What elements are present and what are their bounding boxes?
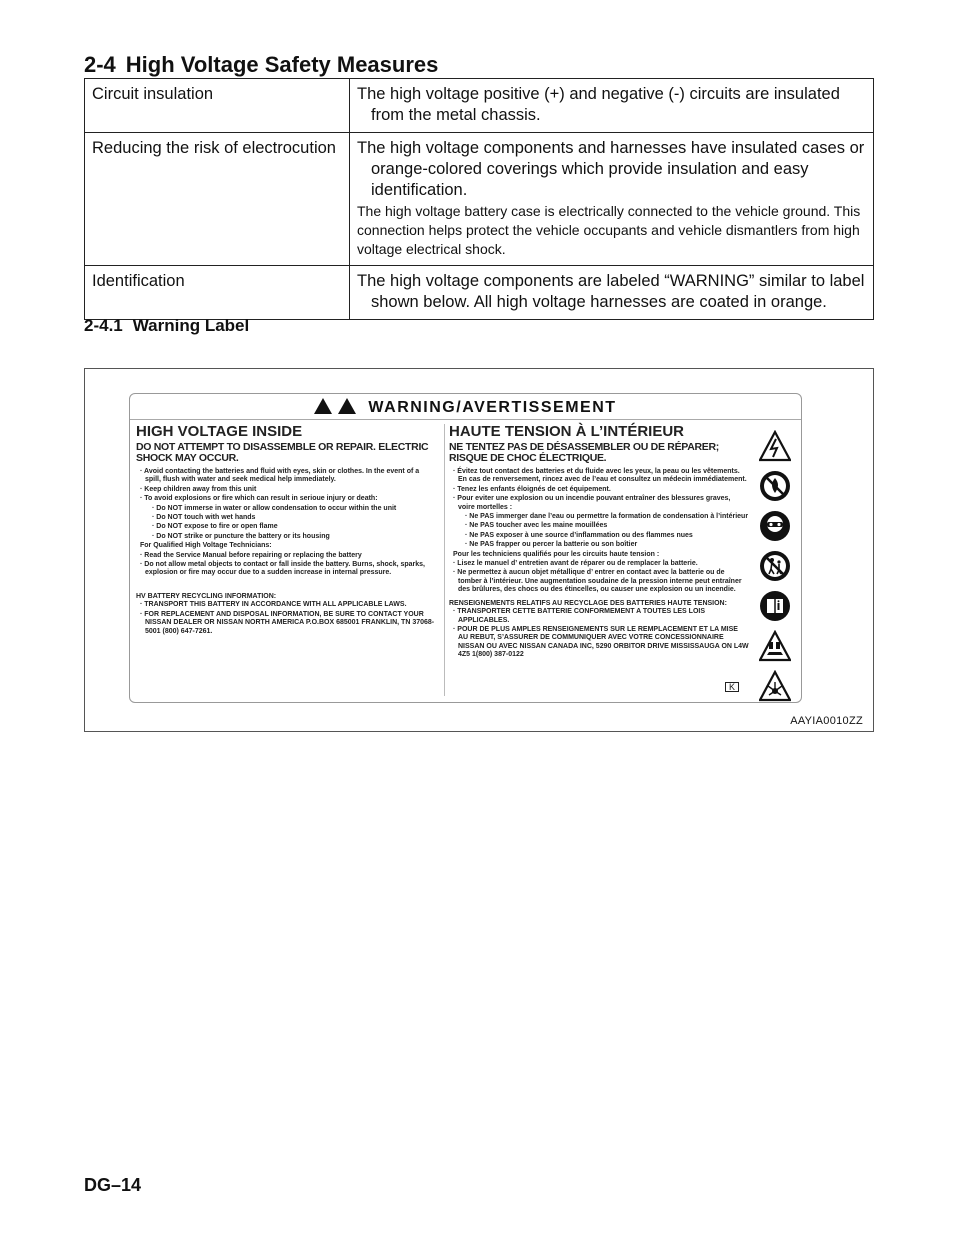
list-item: · Ne PAS immerger dane l’eau ou permettre la formation de condensation à l’intérieur [465,513,749,521]
eye-protection-icon [759,510,791,542]
row-text: The high voltage components and harnesses have insulated cases or orange-colored coverings which provide insulation and easy identification. [357,139,865,199]
en-warning-list [136,468,436,541]
english-column [136,424,436,637]
list-item: · Do not allow metal objects to contact or fall inside the battery. Burns, shock, sparks, explosion or fire may occur due to a sudden increase in internal pressure. [140,561,425,577]
list-item: · Ne PAS frapper ou percer la batterie ou son boîtier [465,541,638,549]
fr-warning-list [449,468,749,550]
fr-title: HAUTE TENSION À L’INTÉRIEUR [449,423,685,440]
en-recycling-title: HV BATTERY RECYCLING INFORMATION: [136,592,277,600]
subsection-number: 2-4.1 [84,316,123,335]
table-row [85,266,874,320]
list-item: · TRANSPORTER CETTE BATTERIE CONFORMEMENT A TOUTES LES LOIS APPLICABLES. [453,608,706,624]
read-manual-icon [759,590,791,622]
en-qualified-heading: For Qualified High Voltage Technicians: [140,542,272,550]
warning-banner [130,398,801,420]
row-description [350,133,874,266]
row-label: Reducing the risk of electrocution [85,133,350,266]
list-item: · Pour eviter une explosion ou un incendie pouvant entraîner des blessures graves, voire mortelles : [453,495,731,511]
list-item: · Ne PAS toucher avec les maine mouillées [465,522,608,530]
caution-icon [338,398,356,414]
fr-recycling-list [449,608,749,659]
en-subtitle: DO NOT ATTEMPT TO DISASSEMBLE OR REPAIR. ELECTRIC SHOCK MAY OCCUR. [136,441,429,464]
list-item: · Lisez le manuel d’ entretien avant de réparer ou de remplacer la batterie. [453,560,698,568]
row-description [350,79,874,133]
table-row [85,79,874,133]
safety-measures-table [84,78,874,320]
list-item: · FOR REPLACEMENT AND DISPOSAL INFORMATION, BE SURE TO CONTACT YOUR NISSAN DEALER OR NISSAN NORTH AMERICA P.O.BOX 685001 FRANKLIN, TN 37068-5001 (800) 647-7261. [140,610,435,635]
section-title: High Voltage Safety Measures [125,52,439,77]
keep-children-away-icon [759,550,791,582]
high-voltage-icon [759,430,791,462]
list-item: · Ne permettez à aucun objet métallique d’ entrer en contact avec la batterie ou de tomber à l’intérieur. Une augmentation soudaine de la pression interne peut entraîner des brûlures, des chocs ou des étincelles, ou causer une explosion ou un incendie. [453,569,742,594]
row-note: The high voltage battery case is electrically connected to the vehicle ground. This connection helps protect the vehicle occupants and vehicle dismantlers from high voltage electrical shock. [357,203,861,257]
section-number: 2-4 [84,52,116,77]
list-item: · Keep children away from this unit [140,485,257,493]
k-mark: K [725,682,739,692]
french-column [444,424,749,696]
list-item: · Ne PAS exposer à une source d’inflammation ou des flammes nues [465,531,693,539]
shock-warning-icon [314,398,332,414]
list-item: · Évitez tout contact des batteries et du fluide avec les yeux, la peau ou les vêtements. En cas de renversement, rincez avec de l’eau et consultez un médecin immédiatement. [453,468,747,484]
list-item: · Do NOT expose to fire or open flame [152,523,278,531]
list-item: · TRANSPORT THIS BATTERY IN ACCORDANCE WITH ALL APPLICABLE LAWS. [140,601,407,609]
en-recycling-list [136,601,436,636]
list-item: · Avoid contacting the batteries and fluid with eyes, skin or clothes. In the event of a spill, flush with water and seek medical help immediately. [140,468,420,484]
figure-id: AAYIA0010ZZ [790,715,863,727]
fr-technician-list [449,560,749,595]
banner-divider [130,419,801,420]
banner-text: WARNING/AVERTISSEMENT [368,399,617,416]
list-item: · Do NOT strike or puncture the battery or its housing [152,532,330,540]
list-item: · Tenez les enfants éloignés de cet équipement. [453,485,611,493]
page-number: DG–14 [84,1175,142,1195]
row-text: The high voltage components are labeled “WARNING” similar to label shown below. All high voltage harnesses are coated in orange. [357,272,865,311]
table-row [85,133,874,266]
subsection-heading [84,316,249,336]
row-label: Identification [85,266,350,320]
row-description [350,266,874,320]
section-heading [84,52,438,78]
row-label: Circuit insulation [85,79,350,133]
warning-label [129,393,802,703]
pictogram-column [759,430,793,710]
subsection-title: Warning Label [132,316,250,335]
list-item: · Do NOT immerse in water or allow condensation to occur within the unit [152,504,397,512]
corrosive-icon [759,630,791,662]
no-open-flame-icon [759,470,791,502]
explosive-icon [759,670,791,702]
row-text: The high voltage positive (+) and negative (-) circuits are insulated from the metal chassis. [357,85,840,124]
fr-subtitle: NE TENTEZ PAS DE DÉSASSEMBLER OU DE RÉPARER; RISQUE DE CHOC ÉLECTRIQUE. [449,441,719,464]
list-item: · To avoid explosions or fire which can result in serioue injury or death: [140,495,378,503]
list-item: · Read the Service Manual before repairing or replacing the battery [140,551,362,559]
list-item: · POUR DE PLUS AMPLES RENSEIGNEMENTS SUR LE REMPLACEMENT ET LA MISE AU REBUT, S’ASSURER DE COMMUNIQUER AVEC VOTRE CONCESSIONNAIRE NISSAN OU AVEC NISSAN CANADA INC, 5290 ORBITOR DRIVE MISSISSAUGA ON L4W 4Z5 1(800) 387-0122 [453,625,749,659]
fr-recycling-title: RENSEIGNEMENTS RELATIFS AU RECYCLAGE DES BATTERIES HAUTE TENSION: [449,599,727,607]
en-title: HIGH VOLTAGE INSIDE [136,423,303,440]
warning-label-figure [84,368,874,732]
en-technician-list [136,552,436,578]
list-item: · Do NOT touch with wet hands [152,514,256,522]
fr-qualified-heading: Pour les techniciens qualifiés pour les circuits haute tension : [453,550,660,558]
